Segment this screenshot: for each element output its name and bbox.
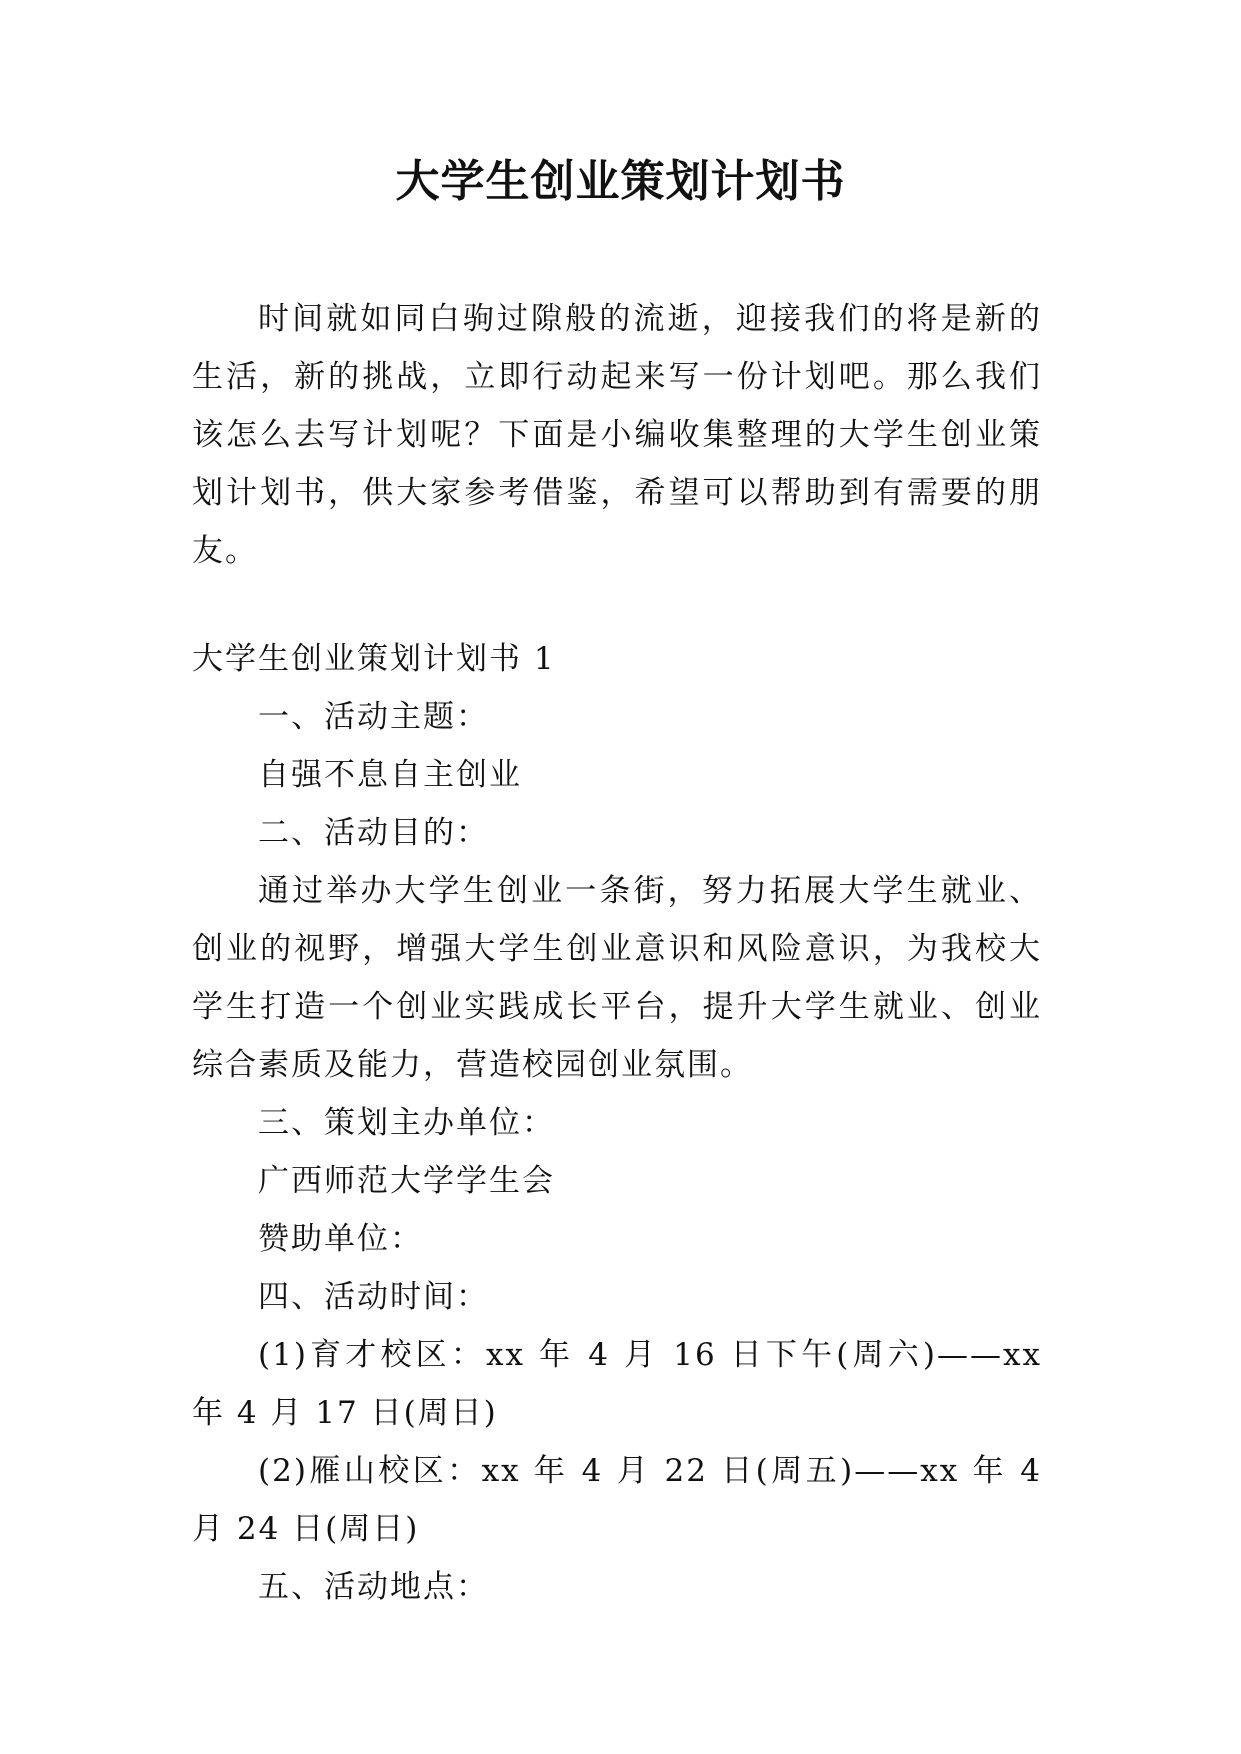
organizer-text: 广西师范大学学生会 [258, 1163, 555, 1199]
section-title: 大学生创业策划计划书 1 [192, 641, 556, 677]
purpose-paragraph: 通过举办大学生创业一条街，努力拓展大学生就业、创业的视野，增强大学生创业意识和风险意识，为我校大学生打造一个创业实践成长平台，提升大学生就业、创业综合素质及能力，营造校园创业氛围。 [192, 873, 1042, 1083]
time-item-2: (2)雁山校区：xx 年 4 月 22 日(周五)——xx 年 4 月 24 日(周日) [192, 1453, 1042, 1547]
document-title: 大学生创业策划计划书 [395, 156, 846, 207]
intro-paragraph: 时间就如同白驹过隙般的流逝，迎接我们的将是新的生活，新的挑战，立即行动起来写一份计划吧。那么我们该怎么去写计划呢？下面是小编收集整理的大学生创业策划计划书，供大家参考借鉴，希望可以帮助到有需要的朋友。 [192, 301, 1042, 569]
time-item-1: (1)育才校区：xx 年 4 月 16 日下午(周六)——xx 年 4 月 17 日(周日) [192, 1337, 1042, 1431]
heading-purpose: 二、活动目的： [258, 815, 489, 851]
theme-text: 自强不息自主创业 [258, 757, 522, 793]
document-body [192, 290, 1042, 1616]
heading-time: 四、活动时间： [258, 1279, 489, 1315]
sponsor-text: 赞助单位： [258, 1221, 423, 1257]
heading-theme: 一、活动主题： [258, 699, 489, 735]
plan-content [192, 630, 1042, 1616]
heading-organizer: 三、策划主办单位： [258, 1105, 555, 1141]
heading-location: 五、活动地点： [258, 1569, 489, 1605]
